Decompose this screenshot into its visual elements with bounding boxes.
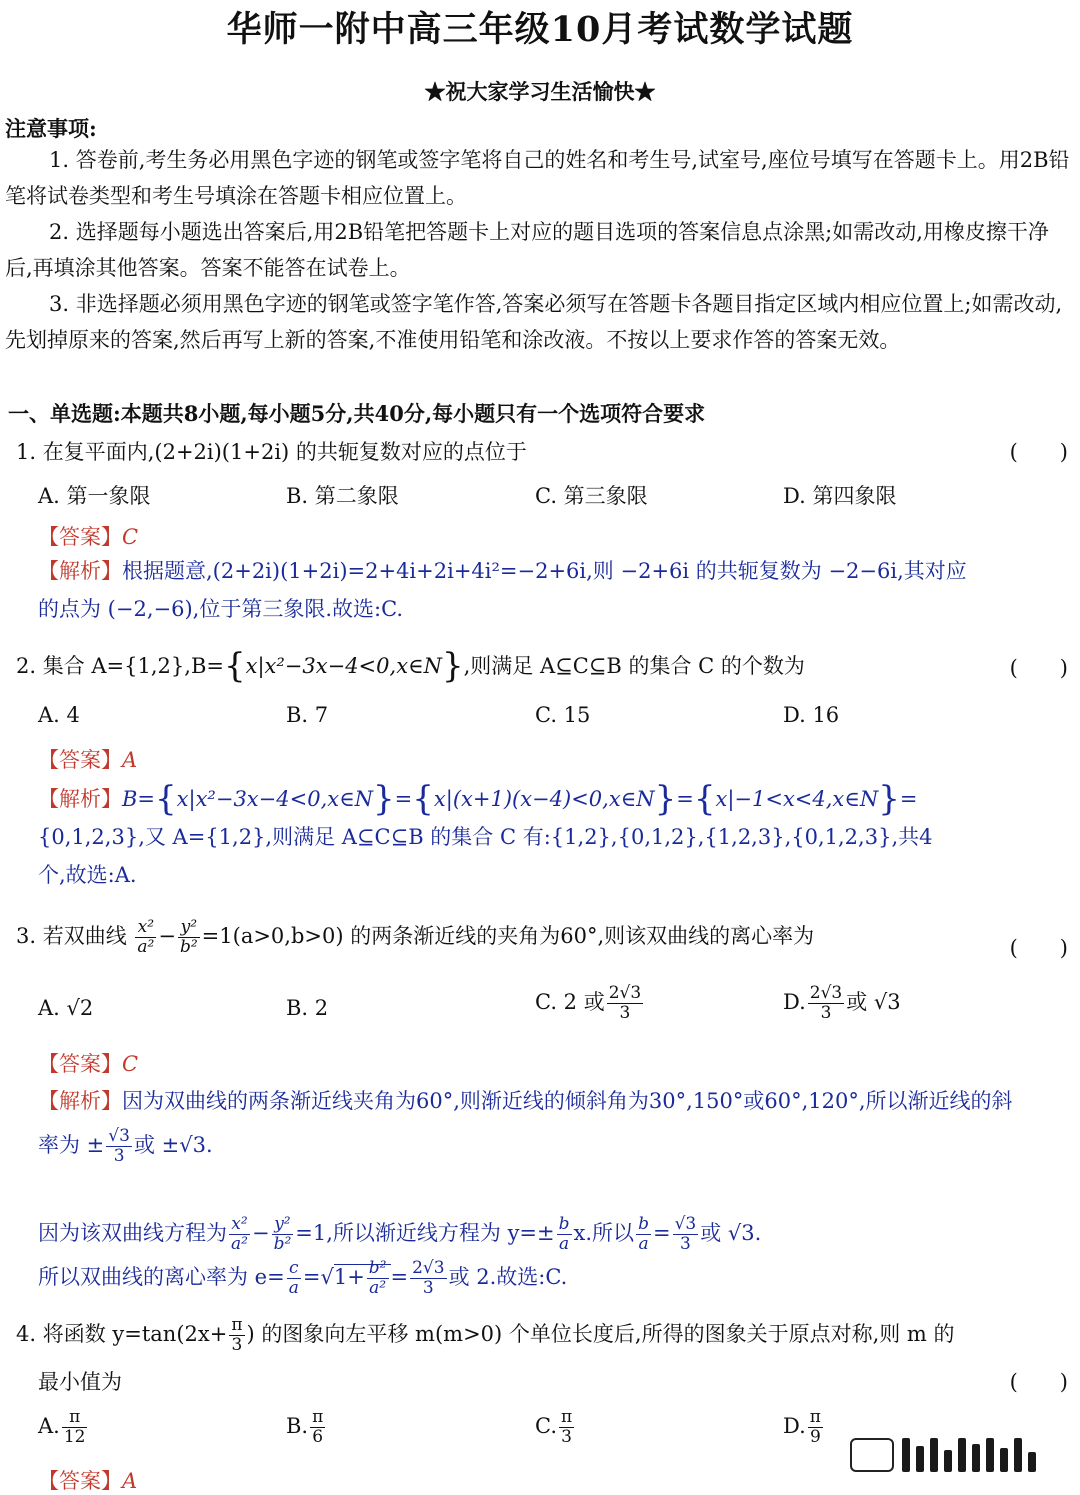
q1-option-a: A. 第一象限 bbox=[38, 484, 151, 508]
watermark-logo bbox=[850, 1438, 1060, 1474]
note-item-3: 3. 非选择题必须用黑色字迹的钢笔或签字笔作答,答案必须写在答题卡各题目指定区域内相应位置上;如需改动,先划掉原来的答案,然后再写上新的答案,不准使用铅笔和涂改液。不按以上要求作答的答案无效。 bbox=[5, 292, 1063, 352]
q4-option-d: D. $\frac{\pi}{9}$ bbox=[783, 1407, 821, 1447]
question-4-stem-2: 最小值为 bbox=[38, 1370, 122, 1394]
q1-option-c: C. 第三象限 bbox=[535, 484, 648, 508]
q2-answer: 【答案】A bbox=[38, 748, 138, 772]
q1-option-b: B. 第二象限 bbox=[286, 484, 399, 508]
q2-analysis: 【解析】B={x|x²−3x−4<0,x∈N}={x|(x+1)(x−4)<0,x∈N}={x|−1<x<4,x∈N}= {0,1,2,3},又 A={1,2},则满足 A⊆C⊆B 的集合 C 有:{1,2},{0,1,2},{1,2,3},{0,1,2,3},共4 个,故选:A. bbox=[38, 779, 933, 887]
q3-option-a: A. √2 bbox=[38, 996, 94, 1020]
q2-option-c: C. 15 bbox=[535, 703, 591, 727]
question-4-paren: ( ) bbox=[1009, 1370, 1068, 1394]
q1-answer: 【答案】C bbox=[38, 525, 139, 549]
q4-option-b: B. $\frac{\pi}{6}$ bbox=[286, 1407, 324, 1447]
q1-analysis: 【解析】根据题意,(2+2i)(1+2i)=2+4i+2i+4i²=−2+6i,则 −2+6i 的共轭复数为 −2−6i,其对应 的点为 (−2,−6),位于第三象限.故选:C. bbox=[38, 559, 967, 621]
motto: ★祝大家学习生活愉快★ bbox=[424, 79, 656, 104]
q2-option-a: A. 4 bbox=[38, 703, 80, 727]
q2-option-b: B. 7 bbox=[286, 703, 329, 727]
q3-option-c: C. 2 或 $\frac{2√3}{3}$ bbox=[535, 983, 642, 1023]
frac-y2-b2: $\frac{\text{y²}}{\text{b²}}$ bbox=[179, 917, 198, 957]
note-item-2: 2. 选择题每小题选出答案后,用2B铅笔把答题卡上对应的题目选项的答案信息点涂黑;如需改动,用橡皮擦干净后,再填涂其他答案。答案不能答在试卷上。 bbox=[5, 220, 1049, 280]
note-item-1: 1. 答卷前,考生务必用黑色字迹的钢笔或签字笔将自己的姓名和考生号,试室号,座位号填写在答题卡上。用2B铅笔将试卷类型和考生号填涂在答题卡相应位置上。 bbox=[5, 148, 1070, 208]
question-1-paren: ( ) bbox=[1009, 440, 1068, 464]
exam-title: 华师一附中高三年级10月考试数学试题 bbox=[226, 9, 854, 50]
section-heading: 一、单选题:本题共8小题,每小题5分,共40分,每小题只有一个选项符合要求 bbox=[8, 401, 706, 426]
question-3-paren: ( ) bbox=[1009, 936, 1068, 960]
q4-answer: 【答案】A bbox=[38, 1469, 138, 1493]
q2-option-d: D. 16 bbox=[783, 703, 840, 727]
notes-heading: 注意事项: bbox=[5, 116, 97, 141]
frac-x2-a2: $\frac{\text{x²}}{\text{a²}}$ bbox=[137, 917, 155, 957]
q3-option-d: D. $\frac{2√3}{3}$ 或 √3 bbox=[783, 983, 901, 1023]
question-1-stem: 1. 在复平面内,(2+2i)(1+2i) 的共轭复数对应的点位于 bbox=[16, 440, 527, 464]
q3-analysis: 【解析】因为双曲线的两条渐近线夹角为60°,则渐近线的倾斜角为30°,150°或60°,120°,所以渐近线的斜 率为 ± $\frac{√3}{3}$ 或 ±√3. 因为该双曲线方程为 $\frac{\text{x²}}{\text{a²}}$ − $\frac{\text{y²}}{\text{b²}}$ =1,所以渐近线方程为 y=± $\frac{b}{a}$ x.所以 $\frac{b}{a}$ = $\frac{√3}{3}$ 或 √3. 所以双曲线的离心率为 e= $\frac{c}{a}$ =√1+ $\frac{\text{b²}}{\text{a²}}$ = $\frac{2√3}{3}$ 或 2.故选:C. bbox=[38, 1089, 1013, 1298]
q3-option-b: B. 2 bbox=[286, 996, 329, 1020]
question-3-stem: 3. 若双曲线 $\frac{\text{x²}}{\text{a²}}$ − $\frac{\text{y²}}{\text{b²}}$ =1(a>0,b>0) 的两条渐近线的夹角为60°,则该双曲线的离心率为 bbox=[16, 917, 815, 957]
question-4-stem: 4. 将函数 y=tan(2x+ $\frac{\pi}{3}$ ) 的图象向左平移 m(m>0) 个单位长度后,所得的图象关于原点对称,则 m 的 bbox=[16, 1315, 955, 1355]
question-2-stem: 2. 集合 A={1,2},B={x|x²−3x−4<0,x∈N},则满足 A⊆C⊆B 的集合 C 的个数为 bbox=[16, 646, 805, 686]
q3-answer: 【答案】C bbox=[38, 1052, 139, 1076]
q4-option-a: A. $\frac{\pi}{12}$ bbox=[38, 1407, 86, 1447]
q4-option-c: C. $\frac{\pi}{3}$ bbox=[535, 1407, 573, 1447]
question-2-paren: ( ) bbox=[1009, 656, 1068, 680]
q1-option-d: D. 第四象限 bbox=[783, 484, 897, 508]
